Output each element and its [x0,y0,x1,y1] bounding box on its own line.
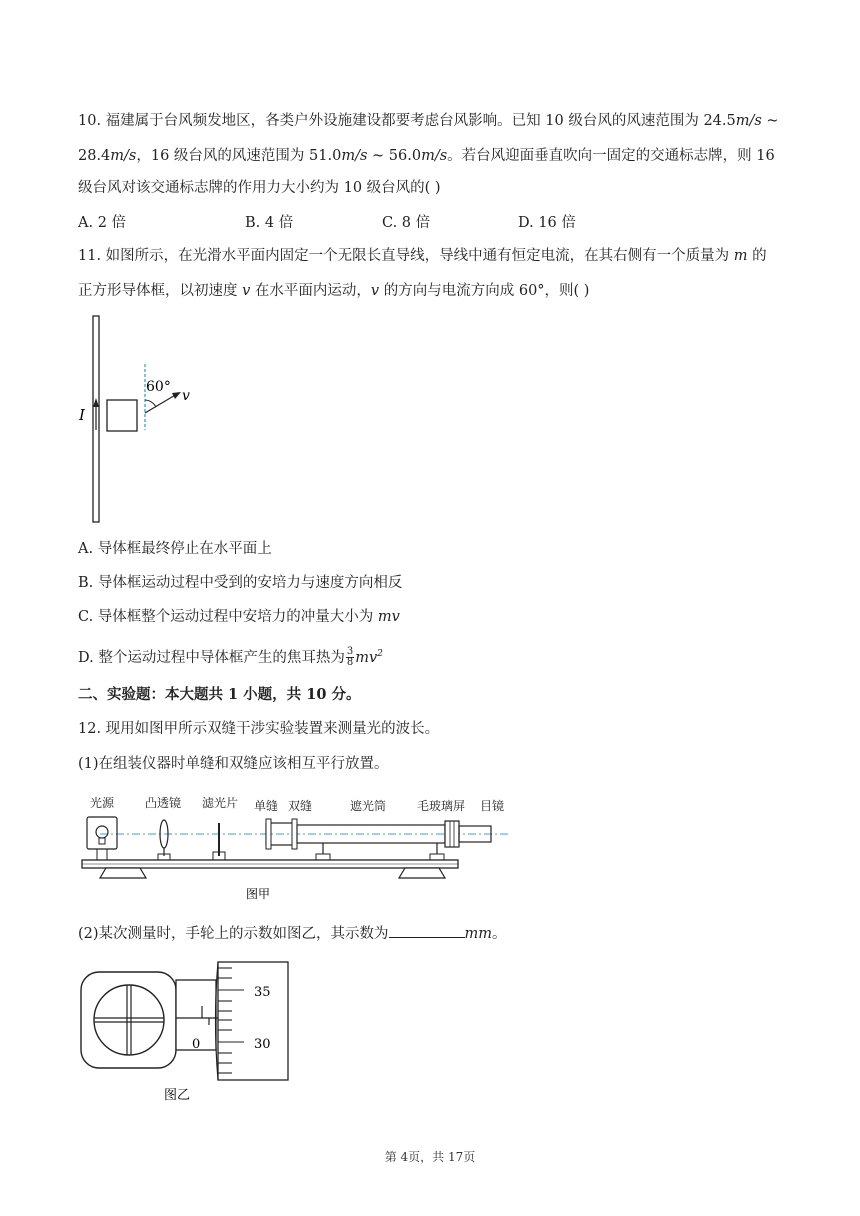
q11-text: 的方向与电流方向成 60°，则( ) [379,283,590,299]
fraction-numerator: 3 [346,646,354,658]
q11-line2 [78,281,589,301]
q10-unit: m/s [421,148,448,164]
label-single-slit: 单缝 [254,799,279,813]
q12-part2-end: 。 [492,926,507,942]
q10-line1 [78,111,779,131]
section-title: 二、实验题：本大题共 1 小题，共 10 分。 [78,686,361,703]
q10-unit: m/s [735,113,762,129]
q12-part2-unit: mm [464,926,493,942]
q10-option-c[interactable]: C. 8 倍 [382,215,431,231]
q11-mass: m [733,248,748,264]
q10-option-b[interactable]: B. 4 倍 [245,215,294,231]
q10-val: 28.4 [78,148,111,164]
figure-yi [78,956,298,1106]
angle-label: 60° [146,379,171,395]
answer-blank[interactable] [389,923,465,938]
q10-text: 。若台风迎面垂直吹向一固定的交通标志牌，则 16 [447,148,775,164]
q11-text: 的 [747,248,767,264]
page-footer: 第 4页，共 17页 [384,1150,476,1164]
caption-jia: 图甲 [246,887,271,901]
q11-velocity: v [242,283,251,299]
bulb-icon [96,826,108,838]
q10-option-d[interactable]: D. 16 倍 [518,215,576,231]
q10-tilde: ~ [761,113,779,129]
thimble-label-30: 30 [254,1037,271,1052]
q11-option-d-text: D. 整个运动过程中导体框产生的焦耳热为 [78,649,345,666]
q11-option-a[interactable]: A. 导体框最终停止在水平面上 [78,541,272,557]
label-ground-glass: 毛玻璃屏 [417,799,466,813]
q10-unit: m/s [110,148,137,164]
single-slit-icon [266,819,271,849]
caption-yi: 图乙 [164,1088,191,1103]
q12-part2 [78,923,507,944]
fraction-denominator: 8 [346,657,354,669]
q10-text: ，16 级台风的风速范围为 51.0 [136,148,342,164]
fraction [346,647,354,668]
q12-part2-text: (2)某次测量时，手轮上的示数如图乙，其示数为 [78,926,389,942]
tube-stand-base [316,854,330,860]
q11-text: 正方形导体框，以初速度 [78,283,243,299]
q11-option-d[interactable] [78,644,383,668]
tube-stand-base [430,854,444,860]
q11-option-c[interactable] [78,607,400,627]
q10-text: ~ 56.0 [367,148,422,164]
q12-part1: (1)在组装仪器时单缝和双缝应该相互平行放置。 [78,756,389,772]
q10-line2 [78,146,775,166]
q11-line1 [78,246,767,266]
velocity-label: v [182,388,190,404]
angle-arc [145,400,156,407]
bulb-base [99,838,105,844]
q11-velocity: v [370,283,380,299]
velocity-arrowhead [172,392,181,399]
label-filter: 滤光片 [202,796,239,810]
velocity-arrow [145,394,177,413]
label-double-slit: 双缝 [288,799,313,813]
ground-glass-screen [445,821,459,847]
rail-foot-right [399,868,445,878]
thimble-label-35: 35 [254,985,271,1000]
main-scale-zero: 0 [192,1037,201,1052]
q10-unit: m/s [341,148,368,164]
eyepiece-view [94,985,164,1055]
double-slit-icon [292,819,297,849]
figure-jia [78,790,518,908]
exponent: 2 [377,649,383,659]
label-eyepiece: 目镜 [480,799,505,813]
q11-text: 在水平面内运动， [250,283,371,299]
q11-option-b[interactable]: B. 导体框运动过程中受到的安培力与速度方向相反 [78,575,403,591]
q10-option-a[interactable]: A. 2 倍 [78,215,127,231]
rail-foot-left [100,868,146,878]
square-frame [107,400,137,431]
micrometer-thimble [218,962,288,1080]
current-label: I [79,406,85,424]
q11-option-c-text: C. 导体框整个运动过程中安培力的冲量大小为 [78,609,378,625]
q11-text: 11. 如图所示，在光滑水平面内固定一个无限长直导线，导线中通有恒定电流，在其右侧有一个质量为 [78,248,734,264]
q10-text: 10. 福建属于台风频发地区，各类户外设施建设都要考虑台风影响。已知 10 级台风的风速范围为 24.5 [78,113,736,129]
label-shield-tube: 遮光筒 [350,799,387,813]
q11-figure [76,312,206,527]
label-convex-lens: 凸透镜 [145,796,182,810]
q11-option-d-math: mv [355,649,378,666]
q12-line1: 12. 现用如图甲所示双缝干涉实验装置来测量光的波长。 [78,721,440,737]
q11-option-c-math: mv [377,609,400,625]
label-light-source: 光源 [90,796,115,810]
source-stand [97,849,107,860]
q10-line3: 级台风对该交通标志牌的作用力大小约为 10 级台风的( ) [78,180,441,196]
